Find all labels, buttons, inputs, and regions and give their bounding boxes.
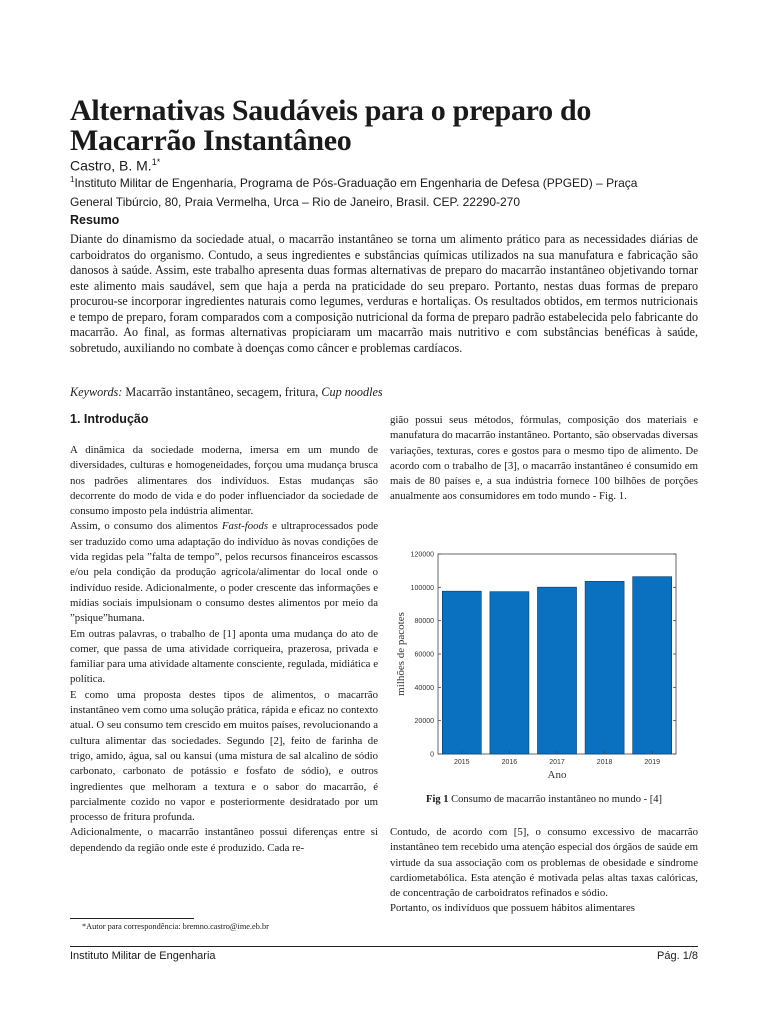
footnote-rule [70, 918, 194, 919]
figure-chart [390, 540, 698, 790]
y-tick-label: 60000 [414, 651, 434, 659]
abstract-text: Diante do dinamismo da sociedade atual, o macarrão instantâneo se torna um alimento prático para as necessidades diárias de carboidratos do organismo. Contudo, a seus ingredientes e substâncias químicas utilizados na sua manufatura e fabricação são danosos à saúde. Assim, este trabalho apresenta duas formas alternativas de preparo do macarrão instantâneo objetivando tornar este alimento mais saudável, sem que haja a perda na praticidade do seu preparo. Portanto, nestas duas formas de preparo procurou-se incorporar ingredientes naturais como legumes, verduras e hortaliças. Os resultados obtidos, em termos nutricionais e tempo de preparo, foram comparados com a composição nutricional da forma de preparo padrão estabelecida pelo fabricante do macarrão. Ao final, as formas alternativas propiciaram um macarrão mais nutritivo e com substâncias benéficas à saúde, sobretudo, auxiliando no combate à doenças como câncer e problemas cardíacos. [70, 232, 698, 355]
affiliation-text: Instituto Militar de Engenharia, Programa de Pós-Graduação em Engenharia de Defesa (PPGED) – Praça General Tibúrcio, 80, Praia Vermelha, Urca – Rio de Janeiro, Brasil. CEP. 22290-270 [70, 176, 638, 209]
keywords-line [70, 385, 383, 400]
keywords-last: Cup noodles [321, 385, 383, 399]
paragraph-5-right: gião possui seus métodos, fórmulas, composição dos materiais e manufatura do macarrão instantâneo. Portanto, são observadas diversas variações, texturas, cores e gostos para o mesmo tipo de alimento. De acordo com o trabalho de [3], o macarrão instantâneo é consumido em mais de 80 países e, a sua indústria fornece 100 bilhões de porções anualmente aos consumidores em todo mundo - Fig. 1. [390, 414, 698, 503]
bar-2015 [442, 591, 481, 754]
x-axis-label: Ano [547, 769, 567, 781]
paragraph-2-italic: Fast-foods [221, 520, 269, 533]
footer-rule [70, 946, 698, 947]
x-tick-label: 2015 [454, 759, 470, 766]
y-tick-label: 20000 [414, 718, 434, 726]
left-column [70, 443, 378, 856]
paragraph-2 [70, 519, 378, 626]
paragraph-6: Contudo, de acordo com [5], o consumo excessivo de macarrão instantâneo tem recebido uma atenção especial dos órgãos de saúde em virtude da sua associação com os problemas de obesidade e síndrome cardiometabólica. Esta atenção é motivada pelas altas taxas calóricas, de concentração de carboidratos refinados e sódio. [390, 826, 698, 900]
figure-caption [390, 794, 698, 805]
keywords-text: Macarrão instantâneo, secagem, fritura, [125, 385, 319, 399]
bar-chart [390, 540, 698, 790]
y-tick-label: 100000 [410, 584, 434, 592]
author-superscript: 1* [151, 157, 161, 167]
bar-2018 [585, 581, 624, 754]
affiliation-superscript: 1 [70, 175, 75, 184]
footer-page-number: Pág. 1/8 [657, 950, 698, 962]
paper-title: Alternativas Saudáveis para o preparo do Macarrão Instantâneo [70, 94, 592, 157]
paragraph-4: E como uma proposta destes tipos de alimentos, o macarrão instantâneo vem como uma solução prática, rápida e eficaz no contexto atual. O seu consumo tem crescido em muitos países, revolucionando a cultura alimentar das sociedades. Segundo [2], feito de farinha de trigo, amido, água, sal ou kansui (uma mistura de sal alcalino de sódio carbonato, carbonato de potássio e fosfato de sódio), e outros ingredientes que melhoram a textura e o sabor do macarrão, é parcialmente cozido no vapor e posteriormente desidratado por um processo de fritura profunda. [70, 688, 378, 824]
figure-caption-text: Consumo de macarrão instantâneo no mundo - [4] [451, 794, 662, 805]
x-tick-label: 2017 [549, 759, 565, 766]
footer-institution: Instituto Militar de Engenharia [70, 950, 216, 962]
x-tick-label: 2019 [644, 759, 660, 766]
footnote: *Autor para correspondência: bremno.castro@ime.eb.br [82, 922, 269, 931]
section-heading-introduction: 1. Introdução [70, 412, 149, 426]
right-column-bottom [390, 825, 698, 917]
affiliation [70, 170, 680, 212]
paragraph-3: Em outras palavras, o trabalho de [1] aponta uma mudança do ato de comer, que passa de uma atividade corriqueira, prazerosa, privada e familiar para uma atividade altamente consciente, regulada, midiática e política. [70, 627, 378, 686]
bar-2019 [633, 577, 672, 754]
paragraph-2-rest: e ultraprocessados pode ser traduzido como uma adaptação do indivíduo às novas condições de vida regidas pela ”falta de tempo”, pelos recursos financeiros escassos e/ou pela condição da produção agrícola/alimentar do local onde o indivíduo reside. Adicionalmente, o poder crescente das informações e mídias sociais impulsionam o consumo destes alimentos por meio da ”psique”humana. [70, 520, 379, 625]
author-name: Castro, B. M. [70, 157, 152, 174]
y-tick-label: 40000 [414, 684, 434, 692]
y-tick-label: 80000 [414, 618, 434, 626]
paragraph-2-start: Assim, o consumo dos alimentos [70, 520, 218, 533]
paragraph-7: Portanto, os indivíduos que possuem hábitos alimentares [390, 902, 636, 915]
paragraph-5-left: Adicionalmente, o macarrão instantâneo possui diferenças entre si dependendo da região onde este é produzido. Cada re- [70, 826, 378, 854]
x-tick-label: 2018 [596, 759, 613, 766]
y-axis-label: milhões de pacotes [395, 612, 407, 696]
bar-2016 [490, 592, 529, 754]
figure-label: Fig 1 [426, 794, 449, 805]
y-tick-label: 120000 [410, 551, 434, 559]
x-tick-label: 2016 [501, 759, 518, 766]
paragraph-1: A dinâmica da sociedade moderna, imersa em um mundo de diversidades, culturas e homogeneidades, forçou uma mudança brusca nos padrões alimentares dos indivíduos. Estas mudanças são decorrente do modo de vida e do poder influenciador da sociedade de consumo imposto pela indústria alimentar. [70, 444, 378, 518]
right-column-top [390, 413, 698, 505]
abstract-heading: Resumo [70, 213, 120, 227]
y-tick-label: 0 [430, 751, 434, 759]
bar-2017 [537, 587, 576, 754]
keywords-label: Keywords: [70, 385, 123, 399]
